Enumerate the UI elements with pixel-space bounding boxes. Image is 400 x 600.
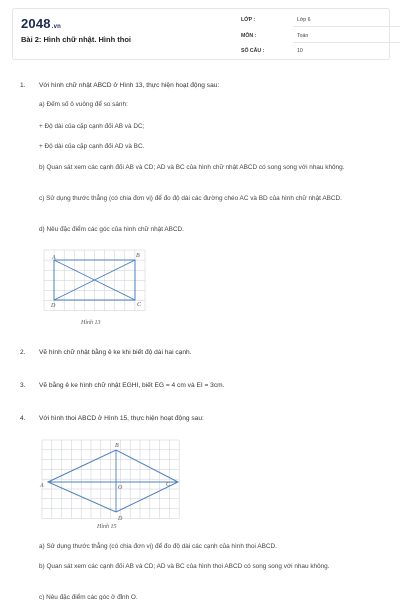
q1-part-a: a) Đếm số ô vuông để so sánh: bbox=[39, 101, 128, 108]
figure-13-caption: Hình 13 bbox=[81, 320, 101, 326]
label-b: B bbox=[136, 253, 140, 259]
q1-part-c: c) Sử dụng thước thẳng (có chia đơn vị) để đo độ dài các đường chéo AC và BD của hình chữ nhật ABCD. bbox=[39, 195, 342, 202]
meta-count-value: 10 bbox=[297, 48, 303, 54]
label-a: A bbox=[40, 483, 44, 489]
rhombus-abcd bbox=[48, 450, 178, 512]
meta-grade-value: Lớp 6 bbox=[297, 17, 311, 23]
figure-15-grid bbox=[42, 440, 179, 518]
q1-part-d: d) Nêu đặc điểm các góc của hình chữ nhật ABCD. bbox=[39, 226, 184, 233]
question-number: 2. bbox=[20, 349, 26, 356]
label-b: B bbox=[115, 443, 119, 449]
meta-subject-value: Toán bbox=[297, 33, 309, 39]
meta-grade-key: LỚP : bbox=[241, 17, 256, 23]
q4-part-c: c) Nêu đặc điểm các góc ở đỉnh O. bbox=[39, 594, 138, 600]
figure-15-rhombus bbox=[38, 436, 184, 528]
meta-subject-key: MÔN : bbox=[241, 33, 257, 39]
question-text: Vẽ hình chữ nhật bằng ê ke khi biết độ dài hai cạnh. bbox=[39, 349, 192, 356]
meta-divider bbox=[293, 42, 400, 43]
page-header bbox=[12, 8, 390, 60]
question-number: 1. bbox=[20, 82, 26, 89]
lesson-title: Bài 2: Hình chữ nhật. Hình thoi bbox=[21, 35, 132, 44]
label-d: D bbox=[51, 303, 56, 309]
logo-tld: .vn bbox=[51, 24, 62, 30]
label-d: D bbox=[118, 516, 123, 522]
label-c: C bbox=[137, 302, 142, 308]
label-c: C bbox=[166, 482, 171, 488]
meta-divider bbox=[293, 26, 400, 27]
question-text: Với hình thoi ABCD ở Hình 15, thực hiện hoạt động sau: bbox=[39, 415, 204, 422]
question-text: Với hình chữ nhật ABCD ở Hình 13, thực hiện hoạt động sau: bbox=[39, 82, 220, 89]
figure-15-caption: Hình 15 bbox=[97, 524, 117, 530]
q4-part-b: b) Quan sát xem các cạnh đối AB và CD; AD và BC của hình thoi ABCD có song song với nhau không. bbox=[39, 563, 330, 570]
q1-part-a1: + Độ dài của cặp cạnh đối AB và DC; bbox=[39, 123, 145, 130]
site-logo[interactable] bbox=[21, 16, 61, 31]
meta-count-key: SỐ CÂU : bbox=[241, 48, 265, 54]
q1-part-a2: + Độ dài của cặp cạnh đối AD và BC. bbox=[39, 143, 145, 150]
q1-part-b: b) Quan sát xem các cạnh đối AB và CD; AD và BC của hình chữ nhật ABCD có song song với nhau không. bbox=[39, 164, 345, 171]
q4-part-a: a) Sử dụng thước thẳng (có chia đơn vị) để đo độ dài các cạnh của hình thoi ABCD. bbox=[39, 543, 277, 550]
label-a: A bbox=[52, 255, 56, 261]
logo-text: 2048 bbox=[21, 16, 51, 31]
question-number: 3. bbox=[20, 382, 26, 389]
label-o: O bbox=[118, 485, 123, 491]
question-text: Vẽ bằng ê ke hình chữ nhật EGHI, biết EG = 4 cm và EI = 3cm. bbox=[39, 382, 225, 389]
question-number: 4. bbox=[20, 415, 26, 422]
